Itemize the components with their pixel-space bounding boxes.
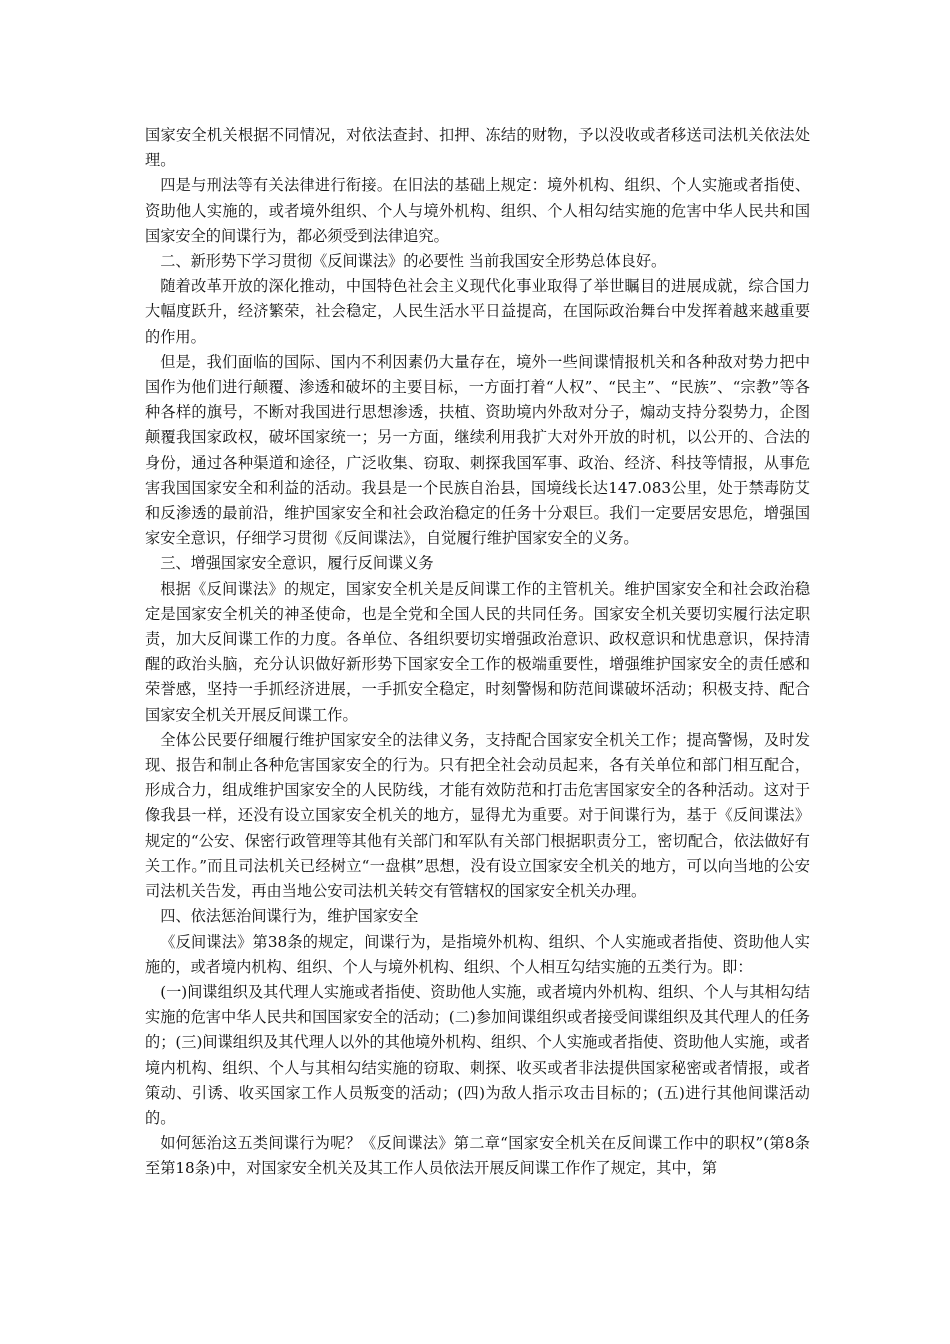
- paragraph-2: 四是与刑法等有关法律进行衔接。在旧法的基础上规定：境外机构、组织、个人实施或者指使、资助他人实施的，或者境外组织、个人与境外机构、组织、个人相勾结实施的危害中华人民共和国国家安全的间谍行为，都必须受到法律追究。: [145, 176, 810, 245]
- paragraph-5: 但是，我们面临的国际、国内不利因素仍大量存在，境外一些间谍情报机关和各种敌对势力把中国作为他们进行颠覆、渗透和破坏的主要目标，一方面打着“人权”、“民主”、“民族”、“宗教”等各种各样的旗号，不断对我国进行思想渗透，扶植、资助境内外敌对分子，煽动支持分裂势力，企图颠覆我国家政权，破坏国家统一；另一方面，继续利用我扩大对外开放的时机，以公开的、合法的身份，通过各种渠道和途径，广泛收集、窃取、刺探我国军事、政治、经济、科技等情报，从事危害我国国家安全和利益的活动。我县是一个民族自治县，国境线长达147.083公里，处于禁毒防艾和反渗透的最前沿，维护国家安全和社会政治稳定的任务十分艰巨。我们一定要居安思危，增强国家安全意识，仔细学习贯彻《反间谍法》，自觉履行维护国家安全的义务。: [145, 352, 810, 548]
- paragraph-4: 随着改革开放的深化推动，中国特色社会主义现代化事业取得了举世瞩目的进展成就，综合国力大幅度跃升，经济繁荣，社会稳定，人民生活水平日益提高，在国际政治舞台中发挥着越来越重要的作用。: [145, 277, 810, 346]
- paragraph-8: 全体公民要仔细履行维护国家安全的法律义务，支持配合国家安全机关工作；提高警惕，及时发现、报告和制止各种危害国家安全的行为。只有把全社会动员起来，各有关单位和部门相互配合，形成合力，组成维护国家安全的人民防线，才能有效防范和打击危害国家安全的各种活动。这对于像我县一样，还没有设立国家安全机关的地方，显得尤为重要。对于间谍行为，基于《反间谍法》规定的“公安、保密行政管理等其他有关部门和军队有关部门根据职责分工，密切配合，依法做好有关工作。”而且司法机关已经树立“一盘棋”思想，没有设立国家安全机关的地方，可以向当地的公安司法机关告发，再由当地公安司法机关转交有管辖权的国家安全机关办理。: [145, 730, 810, 901]
- document-page: [145, 123, 810, 1182]
- paragraph-11: (一)间谍组织及其代理人实施或者指使、资助他人实施，或者境内外机构、组织、个人与其相勾结实施的危害中华人民共和国国家安全的活动；(二)参加间谍组织或者接受间谍组织及其代理人的任务的；(三)间谍组织及其代理人以外的其他境外机构、组织、个人实施或者指使、资助他人实施，或者境内机构、组织、个人与其相勾结实施的窃取、刺探、收买或者非法提供国家秘密或者情报，或者策动、引诱、收买国家工作人员叛变的活动；(四)为敌人指示攻击目标的；(五)进行其他间谍活动的。: [145, 982, 810, 1127]
- paragraph-10: 《反间谍法》第38条的规定，间谍行为，是指境外机构、组织、个人实施或者指使、资助他人实施的，或者境内机构、组织、个人与境外机构、组织、个人相互勾结实施的五类行为。即：: [145, 932, 810, 976]
- paragraph-12: 如何惩治这五类间谍行为呢？《反间谍法》第二章“国家安全机关在反间谍工作中的职权”(第8条至第18条)中，对国家安全机关及其工作人员依法开展反间谍工作作了规定，其中，第: [145, 1134, 810, 1178]
- section-heading-2: 二、新形势下学习贯彻《反间谍法》的必要性 当前我国安全形势总体良好。: [160, 252, 667, 271]
- paragraph-7: 根据《反间谍法》的规定，国家安全机关是反间谍工作的主管机关。维护国家安全和社会政治稳定是国家安全机关的神圣使命，也是全党和全国人民的共同任务。国家安全机关要切实履行法定职责，加大反间谍工作的力度。各单位、各组织要切实增强政治意识、政权意识和忧患意识，保持清醒的政治头脑，充分认识做好新形势下国家安全工作的极端重要性，增强维护国家安全的责任感和荣誉感，坚持一手抓经济进展，一手抓安全稳定，时刻警惕和防范间谍破坏活动；积极支持、配合国家安全机关开展反间谍工作。: [145, 579, 810, 724]
- section-heading-4: 四、依法惩治间谍行为，维护国家安全: [160, 907, 419, 926]
- section-heading-3: 三、增强国家安全意识，履行反间谍义务: [160, 554, 434, 573]
- paragraph-1: 国家安全机关根据不同情况，对依法查封、扣押、冻结的财物，予以没收或者移送司法机关依法处理。: [145, 126, 810, 170]
